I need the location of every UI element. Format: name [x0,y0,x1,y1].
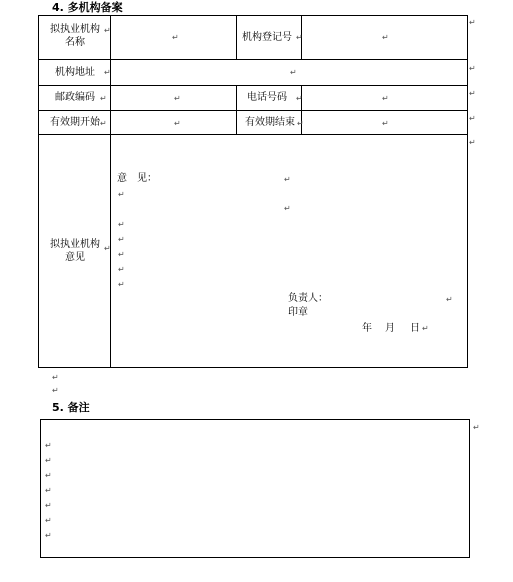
paragraph-mark: ↵ [118,190,125,199]
postal-code-label: 邮政编码 [55,92,95,103]
responsible-person-label: 负责人： [288,293,328,304]
paragraph-mark: ↵ [172,33,179,42]
paragraph-mark: ↵ [104,26,111,35]
address-label: 机构地址 [55,67,95,78]
phone-label: 电话号码 [247,92,287,103]
paragraph-mark: ↵ [118,250,125,259]
paragraph-mark: ↵ [45,516,52,525]
paragraph-mark: ↵ [52,373,59,382]
paragraph-mark: ↵ [469,114,476,123]
paragraph-mark: ↵ [382,33,389,42]
address-value[interactable] [111,60,467,85]
date-day: 日 [410,323,420,334]
paragraph-mark: ↵ [118,280,125,289]
paragraph-mark: ↵ [422,324,429,333]
paragraph-mark: ↵ [473,423,480,432]
valid-start-label: 有效期开始 [50,117,100,128]
paragraph-mark: ↵ [382,119,389,128]
paragraph-mark: ↵ [100,94,107,103]
section-5-title: 5. 备注 [52,401,90,414]
paragraph-mark: ↵ [104,244,111,253]
remarks-box[interactable] [40,419,470,558]
paragraph-mark: ↵ [296,33,303,42]
paragraph-mark: ↵ [174,119,181,128]
paragraph-mark: ↵ [284,204,291,213]
paragraph-mark: ↵ [446,295,453,304]
paragraph-mark: ↵ [118,220,125,229]
paragraph-mark: ↵ [284,175,291,184]
paragraph-mark: ↵ [469,64,476,73]
paragraph-mark: ↵ [174,94,181,103]
paragraph-mark: ↵ [45,441,52,450]
seal-label: 印章 [288,307,308,318]
paragraph-mark: ↵ [45,531,52,540]
date-month: 月 [385,323,395,334]
paragraph-mark: ↵ [52,386,59,395]
paragraph-mark: ↵ [469,138,476,147]
paragraph-mark: ↵ [45,486,52,495]
date-year: 年 [362,323,372,334]
paragraph-mark: ↵ [118,235,125,244]
opinion-prompt: 意 见： [117,173,157,184]
paragraph-mark: ↵ [297,119,304,128]
paragraph-mark: ↵ [290,68,297,77]
section-4-title: 4. 多机构备案 [52,1,123,14]
institution-name-label: 拟执业机构 名称 [50,24,100,48]
paragraph-mark: ↵ [382,94,389,103]
paragraph-mark: ↵ [45,471,52,480]
registration-number-label: 机构登记号 [242,32,292,43]
valid-end-label: 有效期结束 [245,117,295,128]
paragraph-mark: ↵ [104,68,111,77]
paragraph-mark: ↵ [45,501,52,510]
paragraph-mark: ↵ [45,456,52,465]
paragraph-mark: ↵ [118,265,125,274]
paragraph-mark: ↵ [296,94,303,103]
paragraph-mark: ↵ [100,119,107,128]
paragraph-mark: ↵ [469,18,476,27]
institution-opinion-label: 拟执业机构 意见 [50,239,100,263]
paragraph-mark: ↵ [469,89,476,98]
